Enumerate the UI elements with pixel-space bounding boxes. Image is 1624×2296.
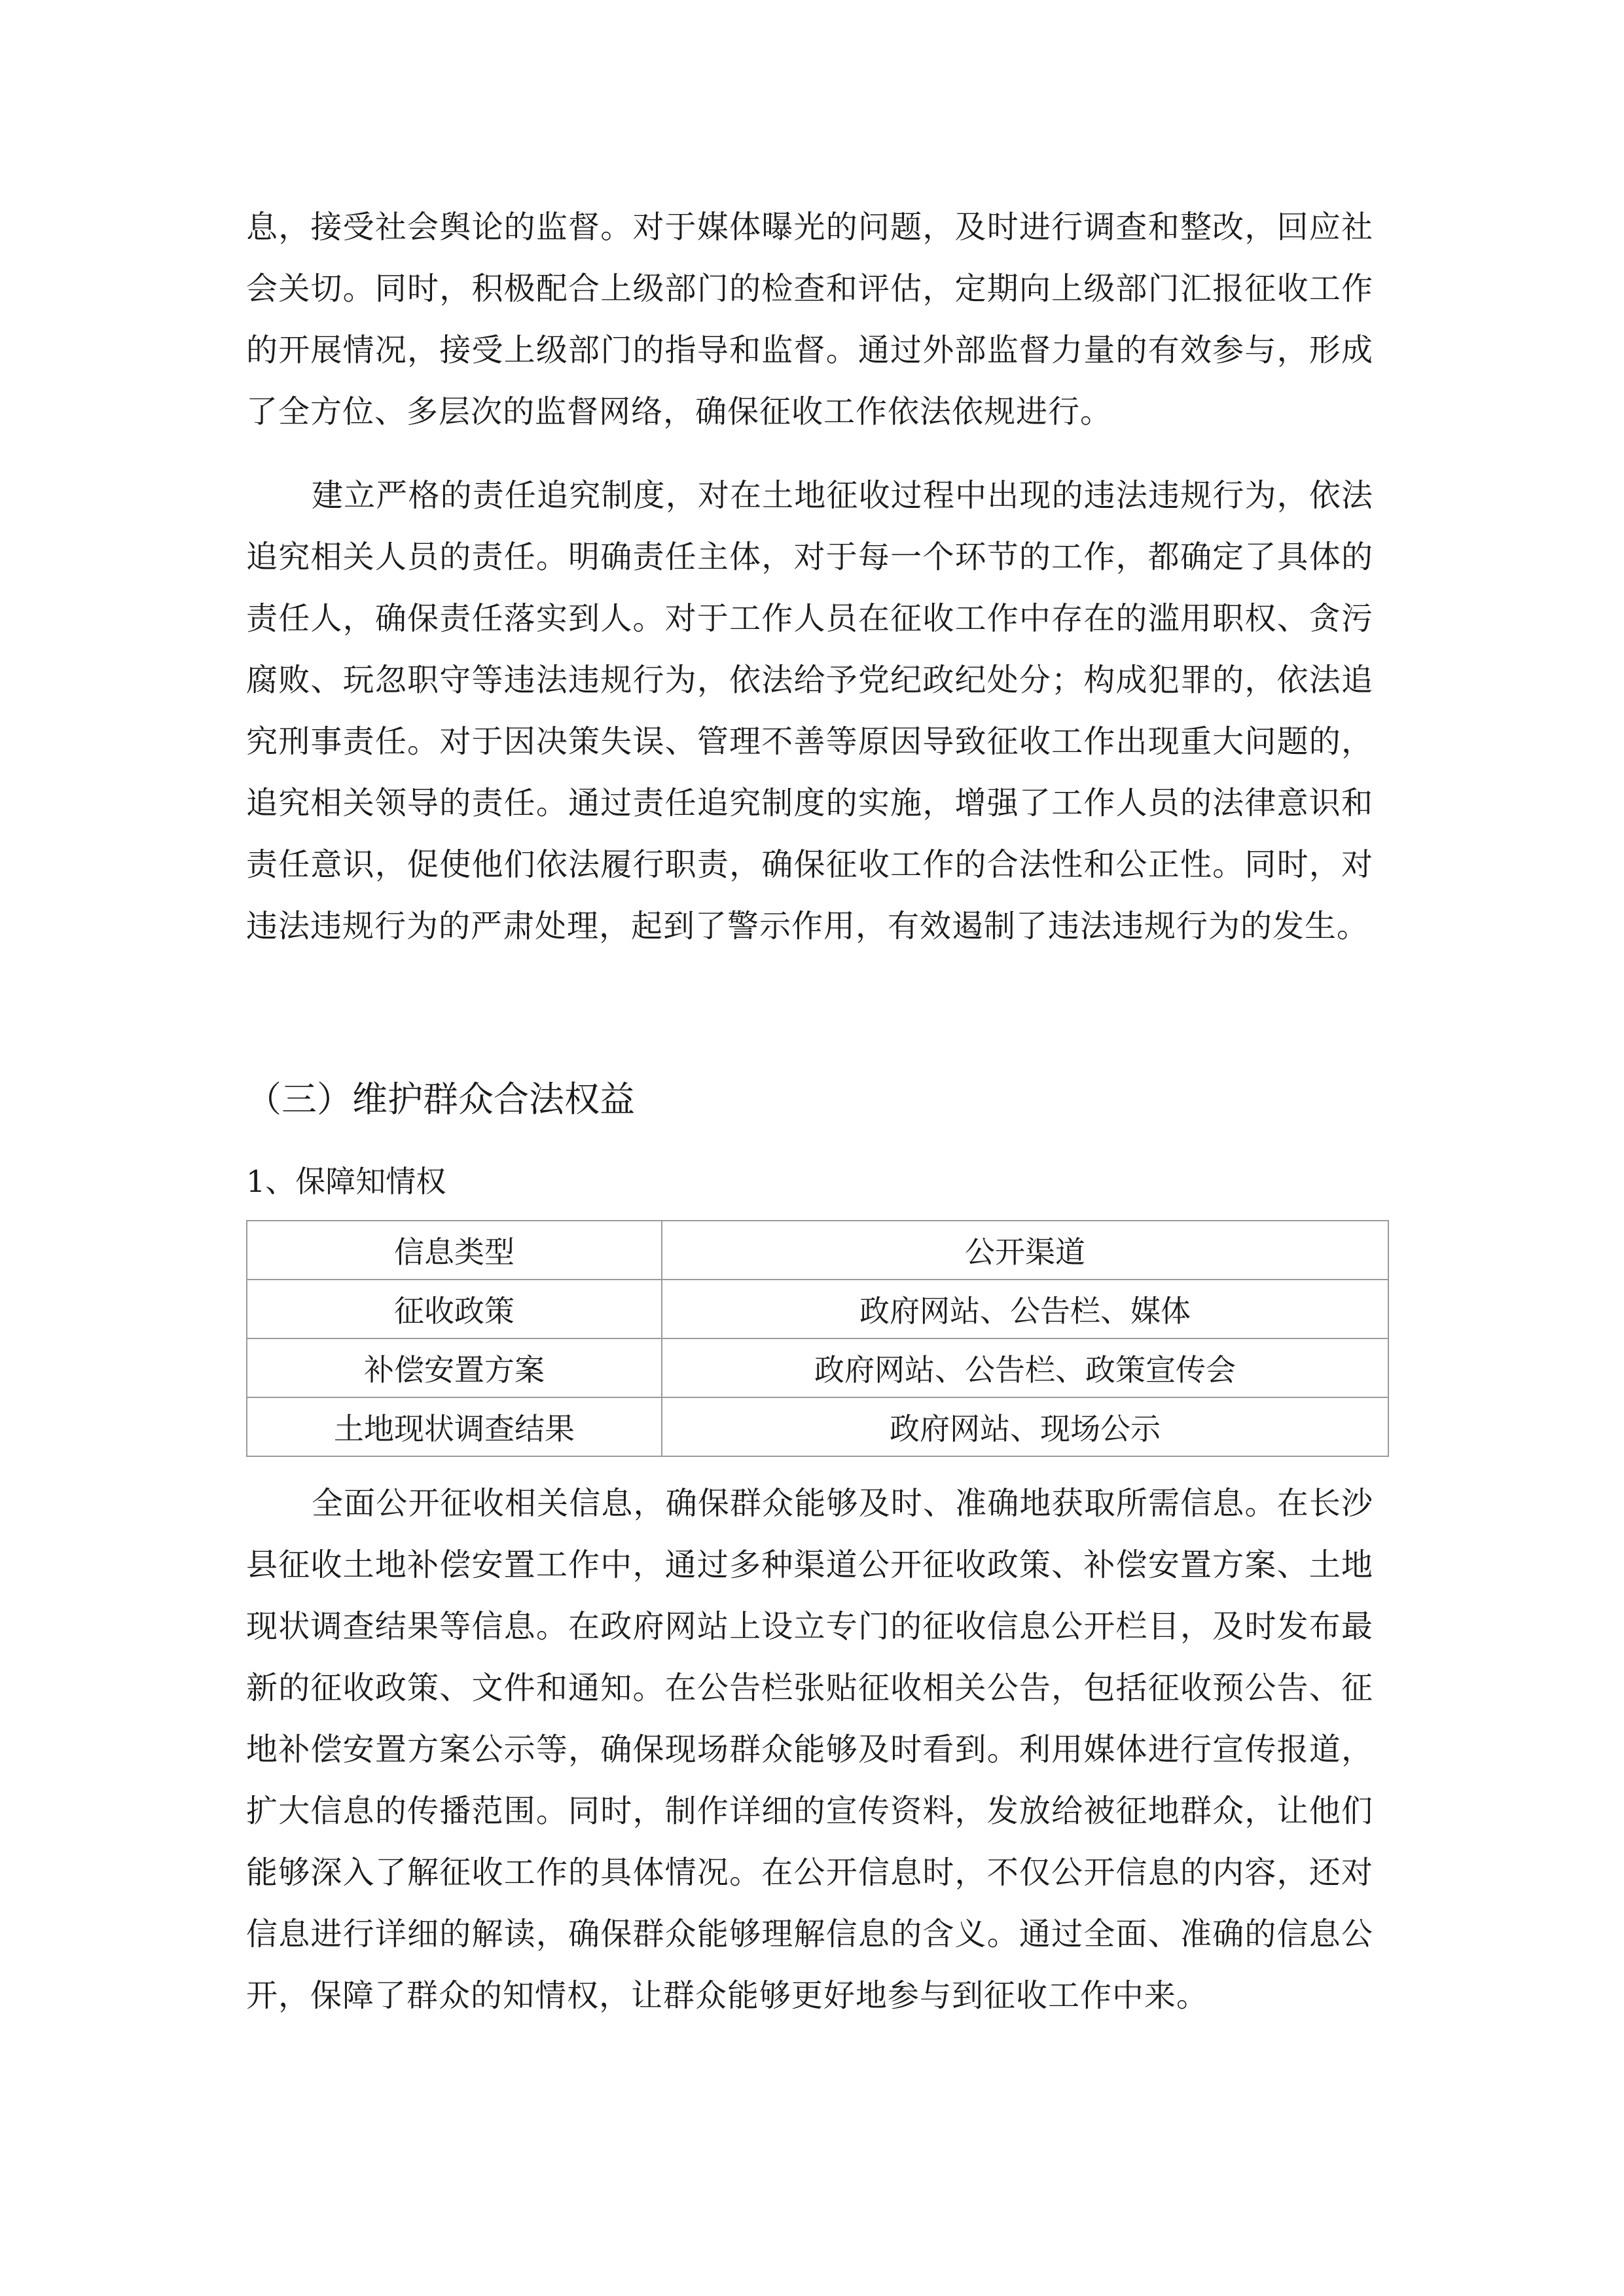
table-header-cell: 信息类型 [247, 1221, 662, 1280]
info-disclosure-table [246, 1220, 1389, 1457]
table-row [247, 1280, 1388, 1338]
paragraph-accountability: 建立严格的责任追究制度，对在土地征收过程中出现的违法违规行为，依法追究相关人员的责任。明确责任主体，对于每一个环节的工作，都确定了具体的责任人，确保责任落实到人。对于工作人员在征收工作中存在的滥用职权、贪污腐败、玩忽职守等违法违规行为，依法给予党纪政纪处分；构成犯罪的，依法追究刑事责任。对于因决策失误、管理不善等原因导致征收工作出现重大问题的，追究相关领导的责任。通过责任追究制度的实施，增强了工作人员的法律意识和责任意识，促使他们依法履行职责，确保征收工作的合法性和公正性。同时，对违法违规行为的严肃处理，起到了警示作用，有效遏制了违法违规行为的发生。 [246, 477, 1373, 944]
paragraph-external-supervision: 息，接受社会舆论的监督。对于媒体曝光的问题，及时进行调查和整改，回应社会关切。同时，积极配合上级部门的检查和评估，定期向上级部门汇报征收工作的开展情况，接受上级部门的指导和监督。通过外部监督力量的有效参与，形成了全方位、多层次的监督网络，确保征收工作依法依规进行。 [246, 209, 1373, 430]
table-cell: 征收政策 [247, 1280, 662, 1338]
table-cell: 政府网站、公告栏、政策宣传会 [662, 1338, 1388, 1397]
subsection-heading: 1、保障知情权 [246, 1164, 446, 1199]
table-header-row [247, 1221, 1388, 1280]
table-cell: 补偿安置方案 [247, 1338, 662, 1397]
table-row [247, 1397, 1388, 1456]
table-cell: 政府网站、公告栏、媒体 [662, 1280, 1388, 1338]
table-cell: 土地现状调查结果 [247, 1397, 662, 1456]
table-header-cell: 公开渠道 [662, 1221, 1388, 1280]
table-row [247, 1338, 1388, 1397]
paragraph-information-disclosure: 全面公开征收相关信息，确保群众能够及时、准确地获取所需信息。在长沙县征收土地补偿安置工作中，通过多种渠道公开征收政策、补偿安置方案、土地现状调查结果等信息。在政府网站上设立专门的征收信息公开栏目，及时发布最新的征收政策、文件和通知。在公告栏张贴征收相关公告，包括征收预公告、征地补偿安置方案公示等，确保现场群众能够及时看到。利用媒体进行宣传报道，扩大信息的传播范围。同时，制作详细的宣传资料，发放给被征地群众，让他们能够深入了解征收工作的具体情况。在公开信息时，不仅公开信息的内容，还对信息进行详细的解读，确保群众能够理解信息的含义。通过全面、准确的信息公开，保障了群众的知情权，让群众能够更好地参与到征收工作中来。 [246, 1485, 1373, 2014]
table-cell: 政府网站、现场公示 [662, 1397, 1388, 1456]
section-heading: （三）维护群众合法权益 [246, 1079, 635, 1120]
